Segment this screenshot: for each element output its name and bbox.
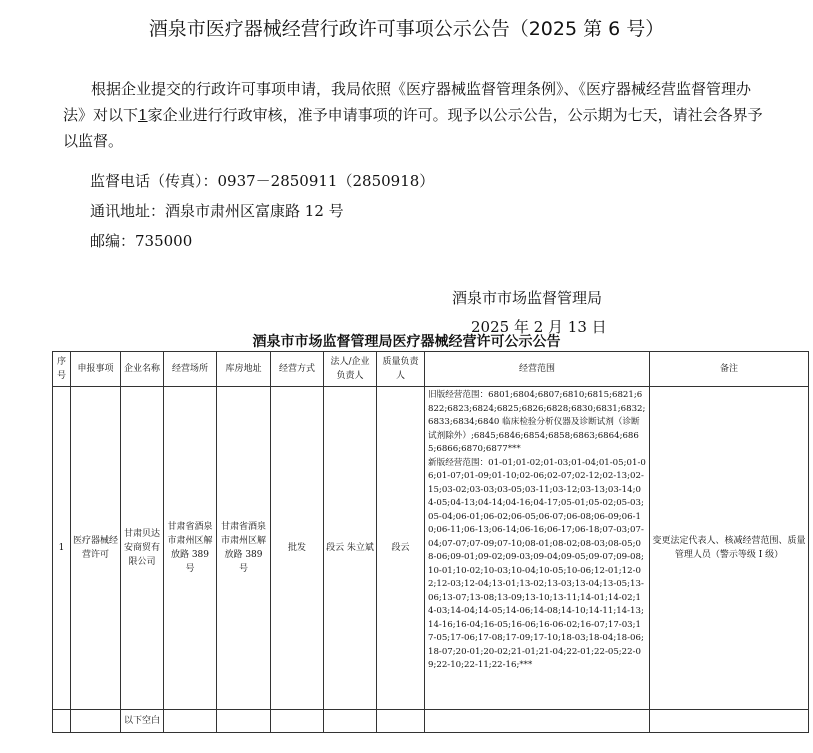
end-cell bbox=[71, 710, 121, 733]
table-row bbox=[53, 387, 809, 710]
header-item: 申报事项 bbox=[71, 352, 121, 387]
cell-no: 1 bbox=[53, 387, 71, 710]
header-mode: 经营方式 bbox=[271, 352, 324, 387]
company-count: 1 bbox=[138, 106, 148, 124]
supervision-phone: 监督电话（传真）：0937－2850911（2850918） bbox=[90, 172, 435, 190]
end-cell bbox=[650, 710, 809, 733]
page-title: 酒泉市医疗器械经营行政许可事项公示公告（2025 第 6 号） bbox=[148, 18, 665, 40]
mailing-address: 通讯地址：酒泉市肃州区富康路 12 号 bbox=[90, 202, 344, 220]
header-no: 序号 bbox=[53, 352, 71, 387]
header-remark: 备注 bbox=[650, 352, 809, 387]
header-scope: 经营范围 bbox=[425, 352, 650, 387]
cell-remark: 变更法定代表人、核减经营范围、质量管理人员（警示等级 I 级） bbox=[650, 387, 809, 710]
cell-premises: 甘肃省酒泉市肃州区解放路 389 号 bbox=[164, 387, 217, 710]
cell-item: 医疗器械经营许可 bbox=[71, 387, 121, 710]
issue-date: 2025 年 2 月 13 日 bbox=[471, 318, 607, 336]
cell-company: 甘肃贝达安商贸有限公司 bbox=[121, 387, 164, 710]
end-cell bbox=[271, 710, 324, 733]
header-legal: 法人/企业负责人 bbox=[324, 352, 377, 387]
end-cell bbox=[324, 710, 377, 733]
cell-legal: 段云 朱立斌 bbox=[324, 387, 377, 710]
cell-quality: 段云 bbox=[377, 387, 425, 710]
header-premises: 经营场所 bbox=[164, 352, 217, 387]
end-cell bbox=[217, 710, 271, 733]
intro-text-before: 根据企业提交的行政许可事项申请，我局依照《医疗器械监督管理条例》、《医疗器械经营监督管理办法》对以下 bbox=[63, 80, 752, 124]
end-note: 以下空白 bbox=[121, 710, 164, 733]
header-company: 企业名称 bbox=[121, 352, 164, 387]
postcode: 邮编：735000 bbox=[90, 232, 193, 250]
table-caption: 酒泉市市场监督管理局医疗器械经营许可公示公告 bbox=[252, 334, 561, 350]
cell-scope bbox=[425, 387, 650, 710]
end-cell bbox=[53, 710, 71, 733]
license-table bbox=[52, 351, 809, 733]
intro-text-after: 家企业进行行政审核，准予申请事项的许可。现予以公示公告，公示期为七天，请社会各界予以监督。 bbox=[63, 106, 763, 150]
table-header-row bbox=[53, 352, 809, 387]
scope-old: 旧版经营范围：6801;6804;6807;6810;6815;6821;6822;6823;6824;6825;6826;6828;6830;6831;6832;6833;6834;6840 临床检验分析仪器及诊断试剂（诊断试剂除外）;6845;6846;6854;6858;6863;6864;6865;6866;6870;6877*** bbox=[428, 390, 646, 454]
end-cell bbox=[377, 710, 425, 733]
issuing-authority: 酒泉市市场监督管理局 bbox=[452, 289, 603, 307]
end-cell bbox=[425, 710, 650, 733]
table-end-row bbox=[53, 710, 809, 733]
intro-paragraph bbox=[63, 76, 763, 154]
end-cell bbox=[164, 710, 217, 733]
cell-mode: 批发 bbox=[271, 387, 324, 710]
header-warehouse: 库房地址 bbox=[217, 352, 271, 387]
header-quality: 质量负责人 bbox=[377, 352, 425, 387]
cell-warehouse: 甘肃省酒泉市肃州区解放路 389 号 bbox=[217, 387, 271, 710]
scope-new: 新版经营范围：01-01;01-02;01-03;01-04;01-05;01-06;01-07;01-09;01-10;02-06;02-07;02-12;02-13;02-15;03-02;03-03;03-05;03-11;03-12;03-13;03-14;04-05;04-13;04-14;04-16;04-17;05-01;05-02;05-03;05-04;06-01;06-02;06-05;06-07;06-08;06-09;06-10;06-11;06-13;06-14;06-16;06-17;06-18;07-03;07-04;07-07;07-09;07-10;08-01;08-02;08-03;08-05;08-06;09-01;09-02;09-03;09-04;09-05;09-07;09-08;10-01;10-02;10-03;10-04;10-05;10-06;12-01;12-02;12-03;12-04;13-01;13-02;13-03;13-04;13-05;13-06;13-07;13-08;13-09;13-10;13-11;14-01;14-02;14-03;14-04;14-05;14-06;14-08;14-10;14-11;14-13;14-16;16-04;16-05;16-06;16-06-02;16-07;17-03;17-05;17-06;17-08;17-09;17-10;18-03;18-04;18-06;18-07;20-01;20-02;21-01;21-04;22-01;22-05;22-09;22-10;22-11;22-16;*** bbox=[428, 457, 646, 670]
